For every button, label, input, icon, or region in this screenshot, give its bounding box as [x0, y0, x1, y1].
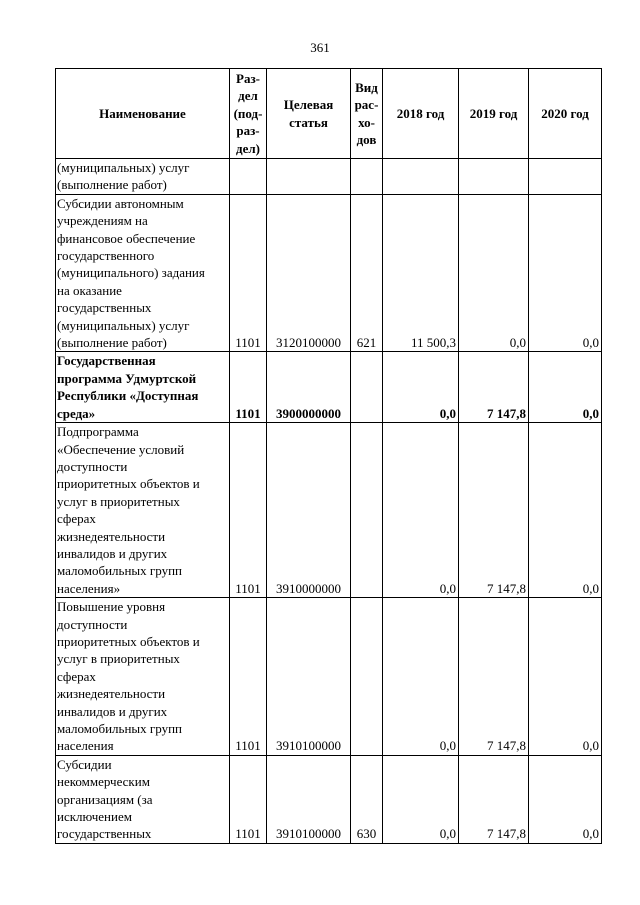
row-2020: 0,0 [529, 755, 602, 843]
row-2020 [529, 159, 602, 195]
row-section: 1101 [230, 423, 267, 598]
row-2018: 11 500,3 [383, 194, 459, 352]
table-header-row [56, 69, 602, 159]
table-row [56, 755, 602, 843]
row-expense [351, 352, 383, 423]
header-name: Наименование [56, 69, 230, 159]
budget-table [55, 68, 602, 844]
row-expense [351, 423, 383, 598]
row-2019: 7 147,8 [459, 423, 529, 598]
row-2019 [459, 159, 529, 195]
table-row [56, 159, 602, 195]
row-section [230, 159, 267, 195]
row-expense: 621 [351, 194, 383, 352]
page-number: 361 [310, 40, 330, 55]
header-expense-type: Вид рас- хо- дов [351, 69, 383, 159]
row-2020: 0,0 [529, 598, 602, 756]
table-row [56, 598, 602, 756]
row-section: 1101 [230, 352, 267, 423]
table-row [56, 352, 602, 423]
row-target: 3900000000 [267, 352, 351, 423]
row-2020: 0,0 [529, 352, 602, 423]
header-section: Раз- дел (под- раз- дел) [230, 69, 267, 159]
row-expense [351, 159, 383, 195]
row-2020: 0,0 [529, 423, 602, 598]
row-2018: 0,0 [383, 598, 459, 756]
row-section: 1101 [230, 194, 267, 352]
row-2019: 7 147,8 [459, 352, 529, 423]
row-name: (муниципальных) услуг (выполнение работ) [56, 159, 230, 195]
row-2018: 0,0 [383, 352, 459, 423]
row-name: Подпрограмма «Обеспечение условий доступности приоритетных объектов и услуг в приоритетных сферах жизнедеятельности инвалидов и других маломобильных групп населения» [56, 423, 230, 598]
row-target: 3910000000 [267, 423, 351, 598]
row-expense: 630 [351, 755, 383, 843]
header-2020: 2020 год [529, 69, 602, 159]
row-name: Повышение уровня доступности приоритетных объектов и услуг в приоритетных сферах жизнедеятельности инвалидов и других маломобильных групп населения [56, 598, 230, 756]
row-2019: 0,0 [459, 194, 529, 352]
table-row [56, 194, 602, 352]
table-row [56, 423, 602, 598]
header-2018: 2018 год [383, 69, 459, 159]
row-2018: 0,0 [383, 423, 459, 598]
row-2019: 7 147,8 [459, 755, 529, 843]
row-name: Субсидии некоммерческим организациям (за исключением государственных [56, 755, 230, 843]
row-name: Государственная программа Удмуртской Республики «Доступная среда» [56, 352, 230, 423]
header-2019: 2019 год [459, 69, 529, 159]
row-target: 3910100000 [267, 598, 351, 756]
row-target: 3120100000 [267, 194, 351, 352]
row-section: 1101 [230, 598, 267, 756]
row-expense [351, 598, 383, 756]
row-2020: 0,0 [529, 194, 602, 352]
row-section: 1101 [230, 755, 267, 843]
header-target: Целевая статья [267, 69, 351, 159]
row-target [267, 159, 351, 195]
row-name: Субсидии автономным учреждениям на финансовое обеспечение государственного (муниципального) задания на оказание государственных (муниципальных) услуг (выполнение работ) [56, 194, 230, 352]
row-target: 3910100000 [267, 755, 351, 843]
row-2018: 0,0 [383, 755, 459, 843]
row-2018 [383, 159, 459, 195]
row-2019: 7 147,8 [459, 598, 529, 756]
